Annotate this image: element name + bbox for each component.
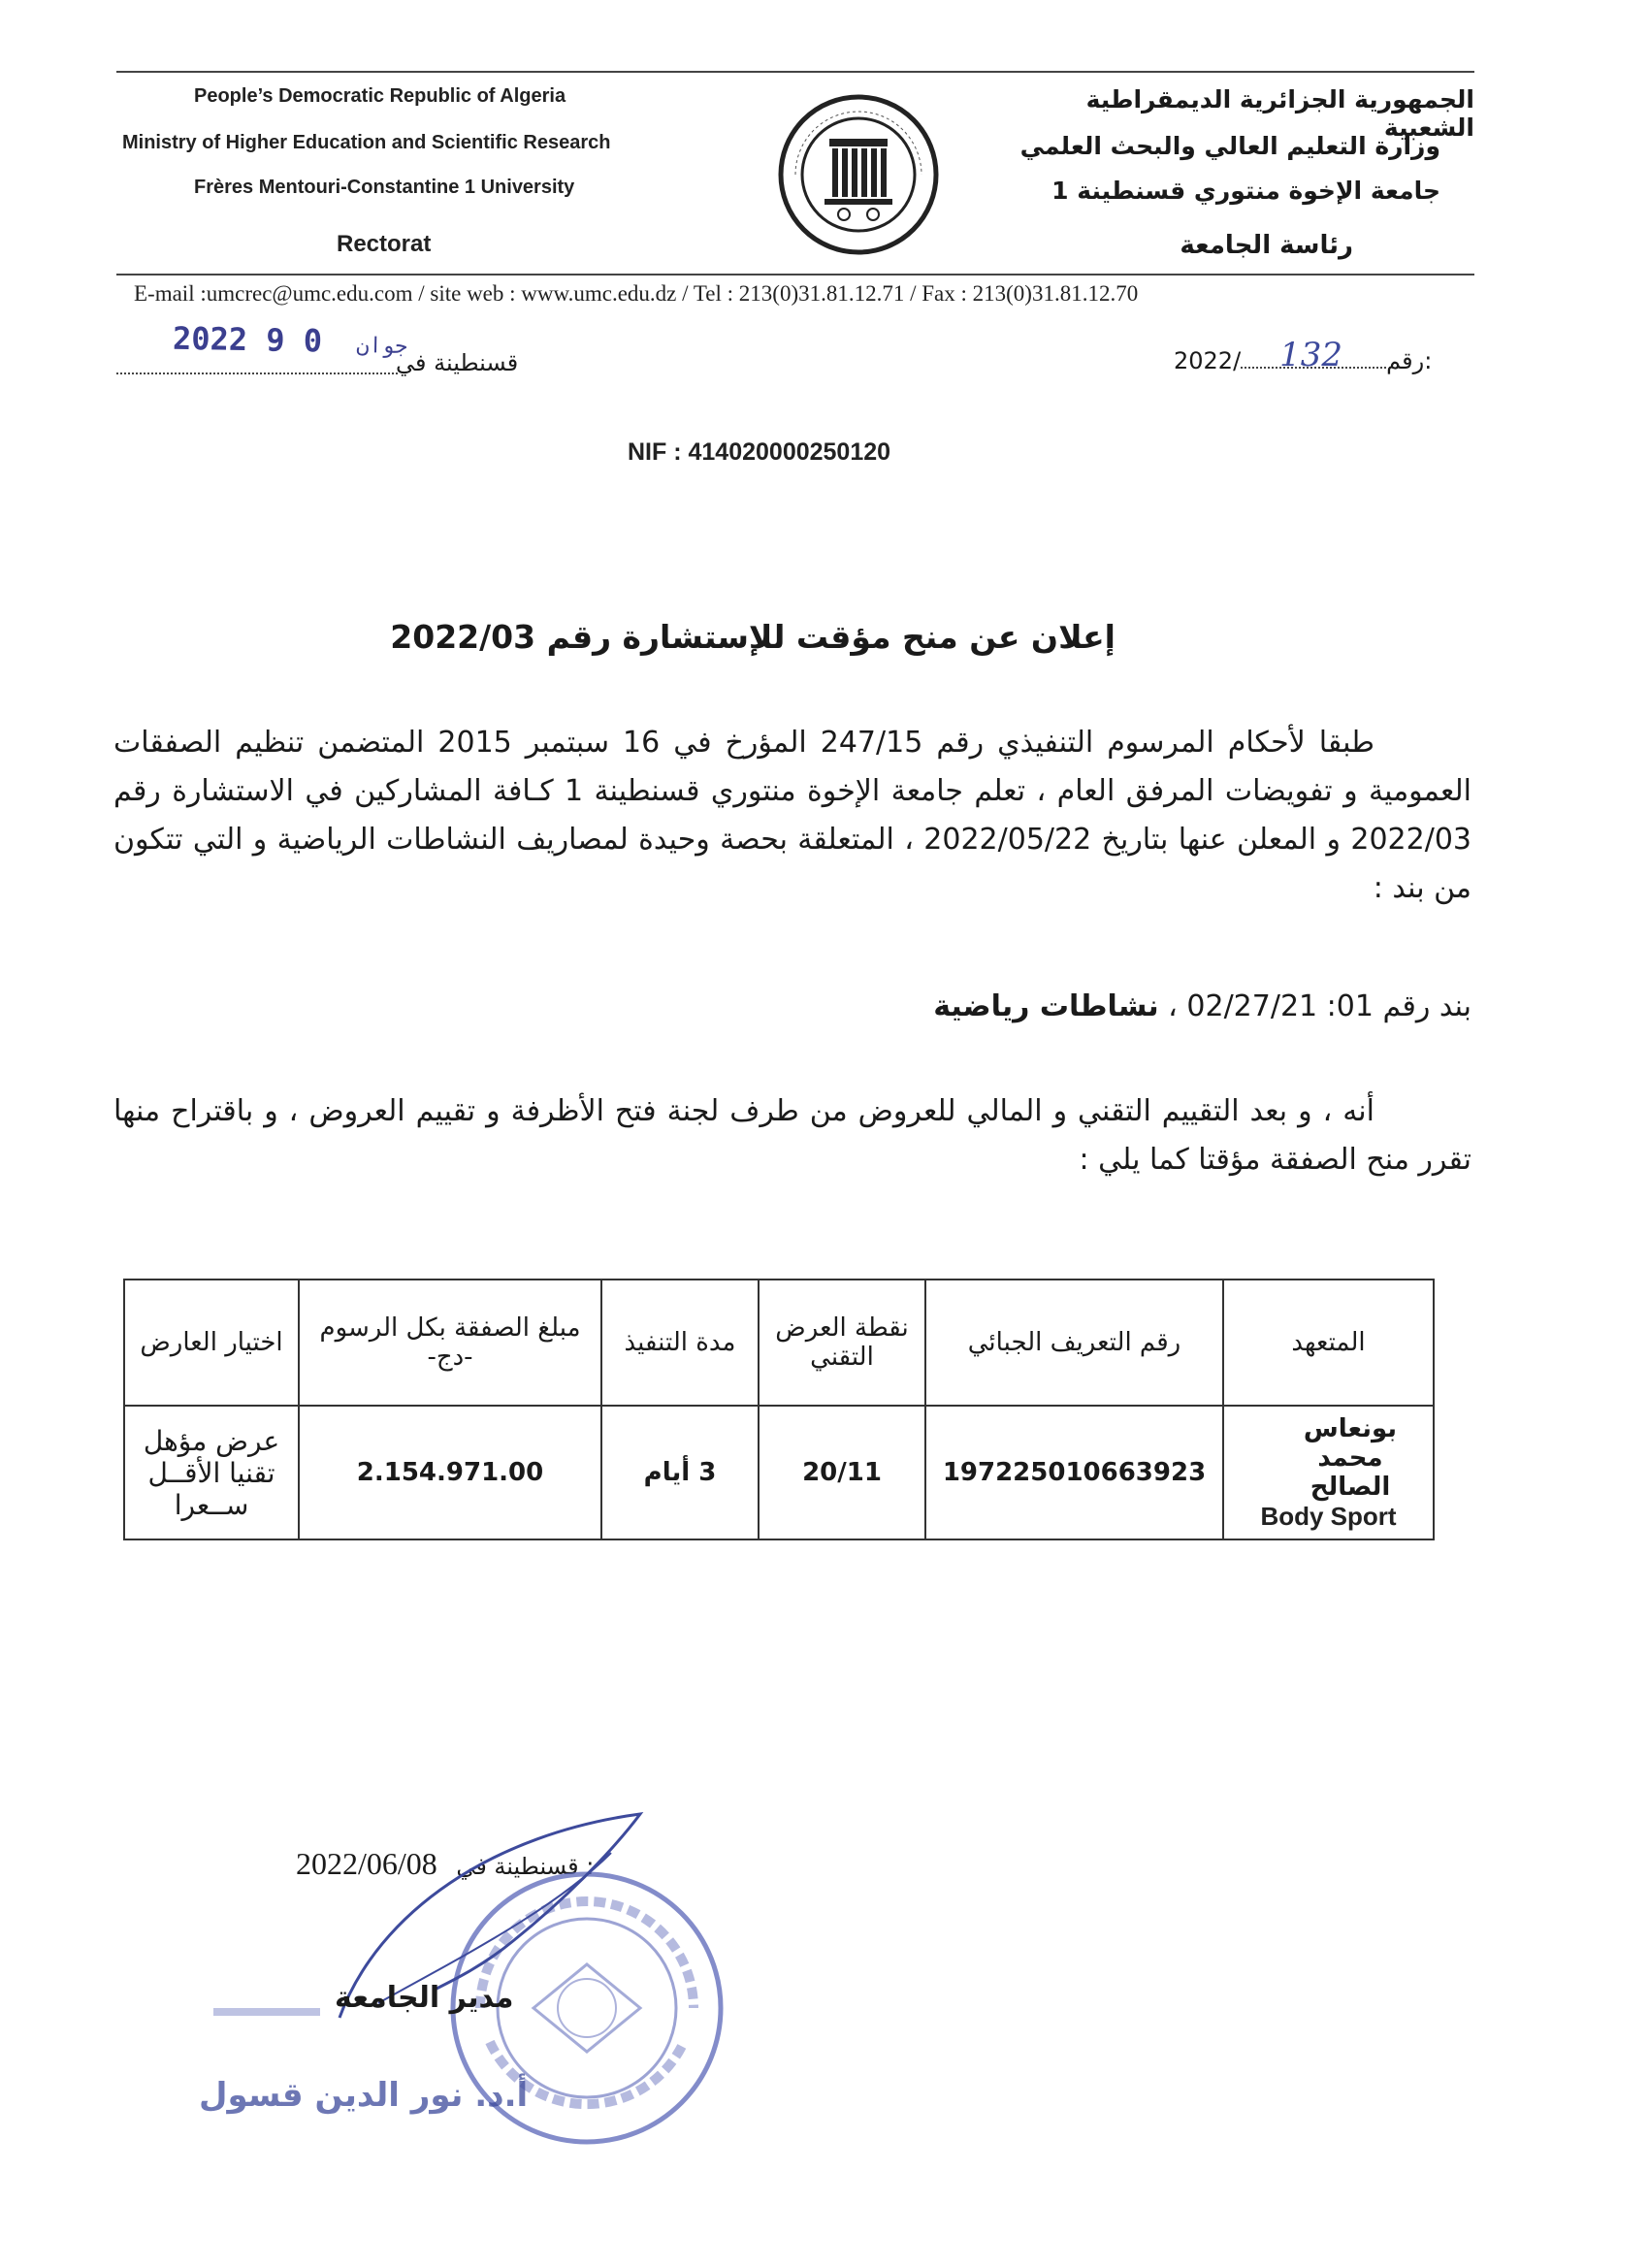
item-line-prefix: بند رقم 01: 02/27/21 ، xyxy=(1158,989,1471,1023)
header-choice: اختيار العارض xyxy=(124,1280,299,1406)
table-row xyxy=(124,1406,1434,1539)
tech-score-cell: 20/11 xyxy=(759,1406,925,1539)
award-table xyxy=(123,1279,1435,1540)
decision-paragraph: أنه ، و بعد التقييم التقني و المالي للعروض من طرف لجنة فتح الأظرفة و تقييم العروض ، و باقتراح منها تقرر منح الصفقة مؤقتا كما يلي : xyxy=(113,1094,1471,1177)
tax-id-cell: 197225010663923 xyxy=(925,1406,1223,1539)
reference-number-value: 132 xyxy=(1279,336,1343,374)
signature-date: 2022/06/08 xyxy=(296,1846,437,1881)
header-contact-line: E-mail :umcrec@umc.edu.com / site web : www.umc.edu.dz / Tel : 213(0)31.81.12.71 / Fax : 213(0)31.81.12.70 xyxy=(134,281,1139,306)
date-stamp xyxy=(173,320,424,362)
header-bottom-rule xyxy=(116,274,1474,275)
item-line xyxy=(933,989,1471,1023)
reference-number-year: 2022/ xyxy=(1174,347,1242,374)
bidder-name: بونعاس محمد الصالح xyxy=(1303,1413,1398,1502)
header-duration: مدة التنفيذ xyxy=(601,1280,759,1406)
header-en-ministry: Ministry of Higher Education and Scientific Research xyxy=(122,132,611,153)
header-en-university: Frères Mentouri-Constantine 1 University xyxy=(194,177,575,198)
choice-cell: عرض مؤهل تقنيا الأقــل ســعرا xyxy=(124,1406,299,1539)
bidder-cell xyxy=(1223,1406,1434,1539)
signature-stamp-name: أ.د. نور الدين قسول xyxy=(199,2076,529,2115)
header-en-country: People’s Democratic Republic of Algeria xyxy=(194,85,566,107)
reference-number xyxy=(1174,336,1433,374)
place-date-label: قسنطينة في xyxy=(396,349,519,376)
date-stamp-day: 0 9 xyxy=(266,321,323,360)
university-seal-icon xyxy=(776,92,941,257)
date-stamp-month: جوان xyxy=(356,334,408,359)
item-line-name: نشاطات رياضية xyxy=(933,989,1159,1023)
amount-cell: 2.154.971.00 xyxy=(299,1406,601,1539)
signature-place-label: قسنطينة في : xyxy=(456,1853,595,1880)
announcement-title: إعلان عن منح مؤقت للإستشارة رقم 2022/03 xyxy=(390,618,1116,656)
header-tech-score: نقطة العرض التقني xyxy=(759,1280,925,1406)
signature-title: مدير الجامعة xyxy=(335,1981,514,2015)
header-bidder: المتعهد xyxy=(1223,1280,1434,1406)
place-date-dots xyxy=(116,373,398,374)
reference-number-dots xyxy=(1241,336,1386,374)
legal-basis-paragraph: طبقا لأحكام المرسوم التنفيذي رقم 247/15 المؤرخ في 16 سبتمبر 2015 المتضمن تنظيم الصفقات العمومية و تفويضات المرفق العام ، تعلم جامعة الإخوة منتوري قسنطينة 1 كـافة المشاركين في الاستشارة رقم 2022/03 و المعلن عنها بتاريخ 2022/05/22 ، المتعلقة بحصة وحيدة لمصاريف النشاطات الرياضية و التي تتكون من بند : xyxy=(113,726,1471,905)
university-logo xyxy=(776,92,941,257)
bidder-company: Body Sport xyxy=(1260,1501,1397,1531)
header-amount: مبلغ الصفقة بكل الرسوم -دج- xyxy=(299,1280,601,1406)
header-ar-country: الجمهورية الجزائرية الديمقراطية الشعبية xyxy=(1085,85,1474,142)
nif-number: NIF : 414020000250120 xyxy=(628,438,891,466)
header-top-rule xyxy=(116,71,1474,73)
header-ar-rectorat: رئاسة الجامعة xyxy=(1180,231,1353,260)
header-ar-university: جامعة الإخوة منتوري قسنطينة 1 xyxy=(1051,177,1440,205)
date-stamp-year: 2022 xyxy=(172,319,248,359)
header-ar-ministry: وزارة التعليم العالي والبحث العلمي xyxy=(1019,132,1440,160)
header-tax-id: رقم التعريف الجبائي xyxy=(925,1280,1223,1406)
reference-number-label: رقم: xyxy=(1386,347,1433,374)
signature-stamp-title-ghost xyxy=(213,1979,320,2016)
header-en-rectorat: Rectorat xyxy=(337,231,432,257)
duration-cell: 3 أيام xyxy=(601,1406,759,1539)
award-table-header-row xyxy=(124,1280,1434,1406)
